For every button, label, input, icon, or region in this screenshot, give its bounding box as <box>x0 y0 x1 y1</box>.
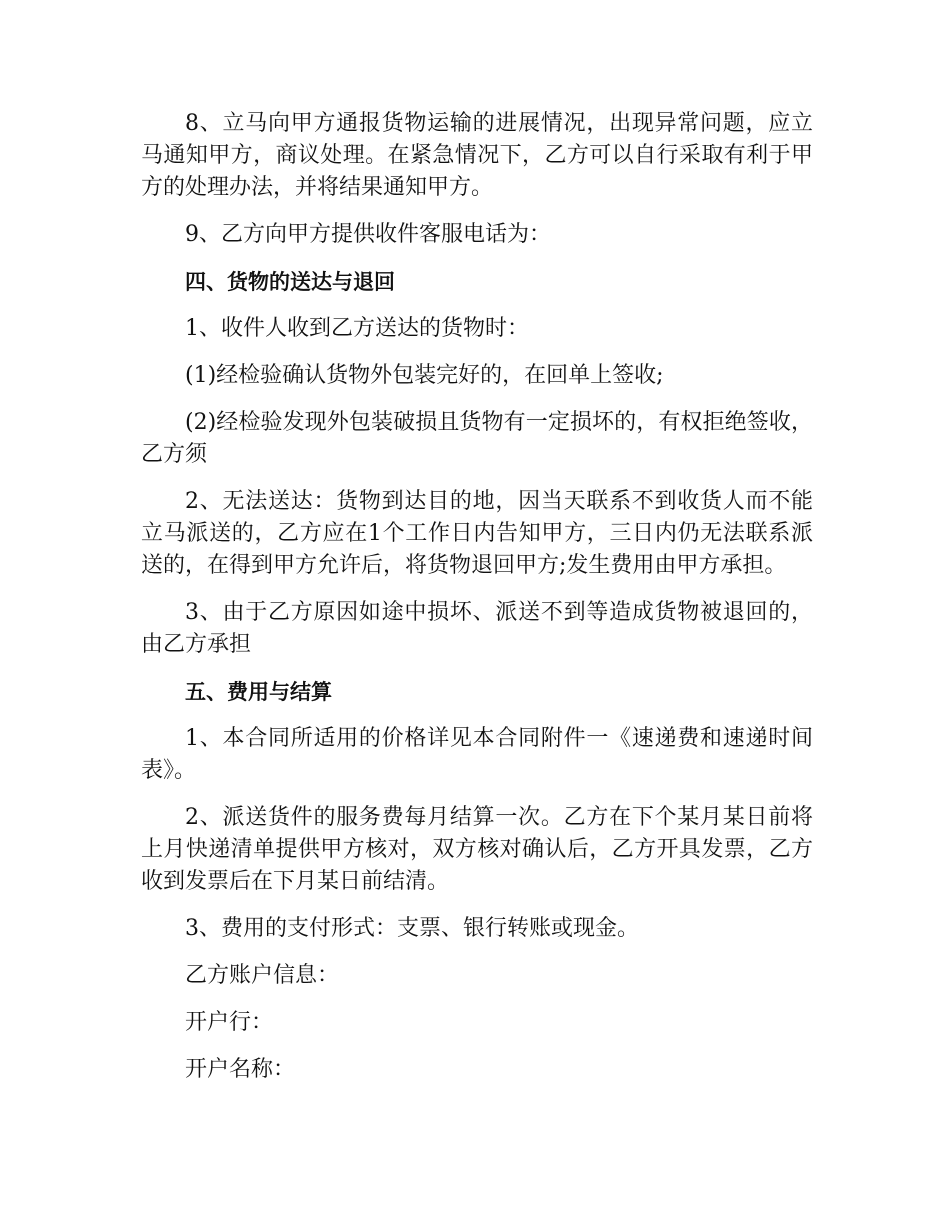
fees-clause-2: 2、派送货件的服务费每月结算一次。乙方在下个某月某日前将上月快递清单提供甲方核对，双方核对确认后，乙方开具发票，乙方收到发票后在下月某日前结清。 <box>141 805 813 894</box>
section-heading-fees-settlement: 五、费用与结算 <box>185 680 332 704</box>
fees-clause-3: 3、费用的支付形式：支票、银行转账或现金。 <box>185 916 639 941</box>
account-name-label: 开户名称： <box>185 1057 296 1082</box>
fees-clause-1: 1、本合同所适用的价格详见本合同附件一《速递费和速递时间表》。 <box>141 726 813 783</box>
delivery-clause-2: 2、无法送达：货物到达目的地，因当天联系不到收货人而不能立马派送的，乙方应在1个工作日内告知甲方，三日内仍无法联系派送的，在得到甲方允许后，将货物退回甲方;发生费用由甲方承担。 <box>141 489 813 578</box>
bank-label: 开户行： <box>185 1010 274 1035</box>
delivery-clause-1: 1、收件人收到乙方送达的货物时： <box>185 316 529 341</box>
account-info-label: 乙方账户信息： <box>185 963 340 988</box>
document-body <box>141 108 813 1101</box>
section-heading-delivery-return: 四、货物的送达与退回 <box>185 270 395 294</box>
clause-9-service-phone: 9、乙方向甲方提供收件客服电话为： <box>185 222 551 247</box>
delivery-clause-1-item-2: (2)经检验发现外包装破损且货物有一定损坏的，有权拒绝签收，乙方须 <box>141 410 813 467</box>
clause-8-progress-report: 8、立马向甲方通报货物运输的进展情况，出现异常问题，应立马通知甲方，商议处理。在紧急情况下，乙方可以自行采取有利于甲方的处理办法，并将结果通知甲方。 <box>141 111 813 200</box>
delivery-clause-1-item-1: (1)经检验确认货物外包装完好的，在回单上签收; <box>185 363 664 388</box>
delivery-clause-3: 3、由于乙方原因如途中损坏、派送不到等造成货物被退回的，由乙方承担 <box>141 600 813 657</box>
